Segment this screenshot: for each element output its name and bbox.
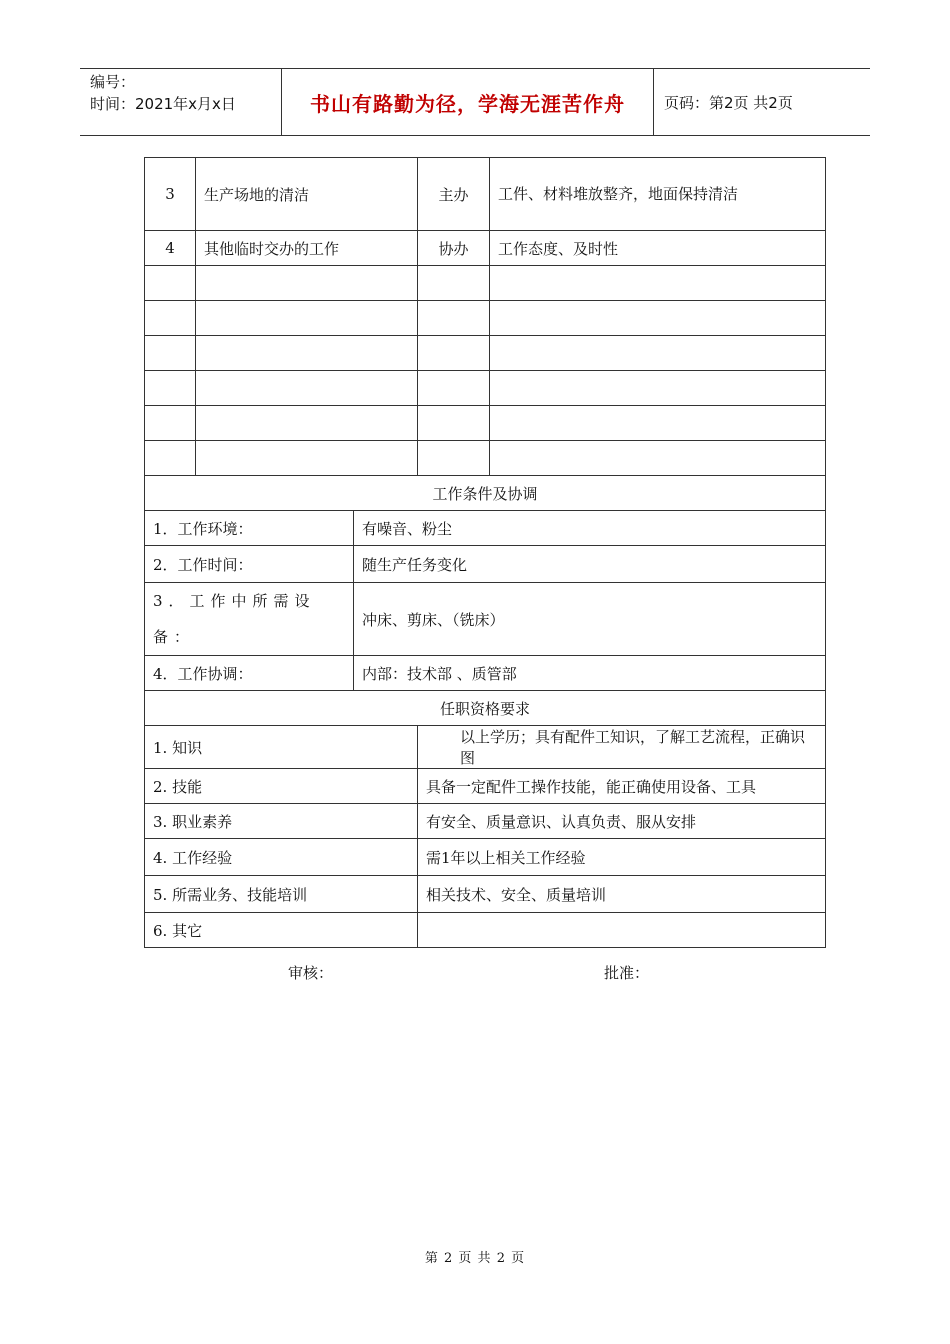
condition-label: 1．工作环境： xyxy=(145,511,354,546)
time-label: 时间：2021年x月x日 xyxy=(90,95,236,113)
duty-role: 协办 xyxy=(418,231,490,266)
condition-value: 随生产任务变化 xyxy=(354,546,826,583)
qualifications-title-row xyxy=(145,691,826,726)
qualification-row xyxy=(145,769,826,804)
condition-label: 2．工作时间： xyxy=(145,546,354,583)
condition-row xyxy=(145,656,826,691)
duty-task: 其他临时交办的工作 xyxy=(196,231,418,266)
duty-standard: 工作态度、及时性 xyxy=(490,231,826,266)
qualification-label: 6. 其它 xyxy=(145,913,418,948)
qualification-value: 相关技术、安全、质量培训 xyxy=(418,876,826,913)
condition-value: 冲床、剪床、（铣床） xyxy=(354,583,826,656)
empty-duty-row xyxy=(145,266,826,301)
empty-duty-row xyxy=(145,441,826,476)
condition-row xyxy=(145,511,826,546)
conditions-title-row xyxy=(145,476,826,511)
qualification-value: 具备一定配件工操作技能，能正确使用设备、工具 xyxy=(418,769,826,804)
qualification-value xyxy=(418,913,826,948)
qualification-label: 4. 工作经验 xyxy=(145,839,418,876)
qualification-row xyxy=(145,876,826,913)
empty-duty-row xyxy=(145,301,826,336)
duty-standard: 工件、材料堆放整齐，地面保持清洁 xyxy=(490,158,826,231)
number-label: 编号： xyxy=(90,73,136,91)
header-motto: 书山有路勤为径，学海无涯苦作舟 xyxy=(282,69,654,135)
condition-label: 4．工作协调： xyxy=(145,656,354,691)
condition-row xyxy=(145,546,826,583)
approve-label: 批准： xyxy=(604,964,650,982)
duty-task: 生产场地的清洁 xyxy=(196,158,418,231)
empty-duty-row xyxy=(145,371,826,406)
header-meta xyxy=(80,69,282,135)
condition-label: 3．工作中所需设备： xyxy=(145,583,354,656)
qualification-row xyxy=(145,726,826,769)
job-description-table xyxy=(144,157,826,948)
qualification-value: 需1年以上相关工作经验 xyxy=(418,839,826,876)
qualification-row xyxy=(145,913,826,948)
condition-value: 内部：技术部 、质管部 xyxy=(354,656,826,691)
qualification-label: 1. 知识 xyxy=(145,726,418,769)
conditions-title: 工作条件及协调 xyxy=(145,476,826,511)
qualification-label: 5. 所需业务、技能培训 xyxy=(145,876,418,913)
qualification-row xyxy=(145,839,826,876)
header-page-info: 页码：第2页 共2页 xyxy=(664,93,793,112)
page-footer: 第 2 页 共 2 页 xyxy=(424,1251,526,1266)
qualification-value: 以上学历；具有配件工知识，了解工艺流程，正确识图 xyxy=(418,726,826,769)
empty-duty-row xyxy=(145,336,826,371)
qualification-label: 3. 职业素养 xyxy=(145,804,418,839)
duty-row xyxy=(145,158,826,231)
qualification-label: 2. 技能 xyxy=(145,769,418,804)
duty-no: 3 xyxy=(145,158,196,231)
empty-duty-row xyxy=(145,406,826,441)
qualifications-title: 任职资格要求 xyxy=(145,691,826,726)
qualification-row xyxy=(145,804,826,839)
condition-row xyxy=(145,583,826,656)
duty-row xyxy=(145,231,826,266)
condition-value: 有噪音、粉尘 xyxy=(354,511,826,546)
page-header xyxy=(80,68,870,136)
duty-role: 主办 xyxy=(418,158,490,231)
review-label: 审核： xyxy=(288,964,334,982)
duty-no: 4 xyxy=(145,231,196,266)
qualification-value: 有安全、质量意识、认真负责、服从安排 xyxy=(418,804,826,839)
